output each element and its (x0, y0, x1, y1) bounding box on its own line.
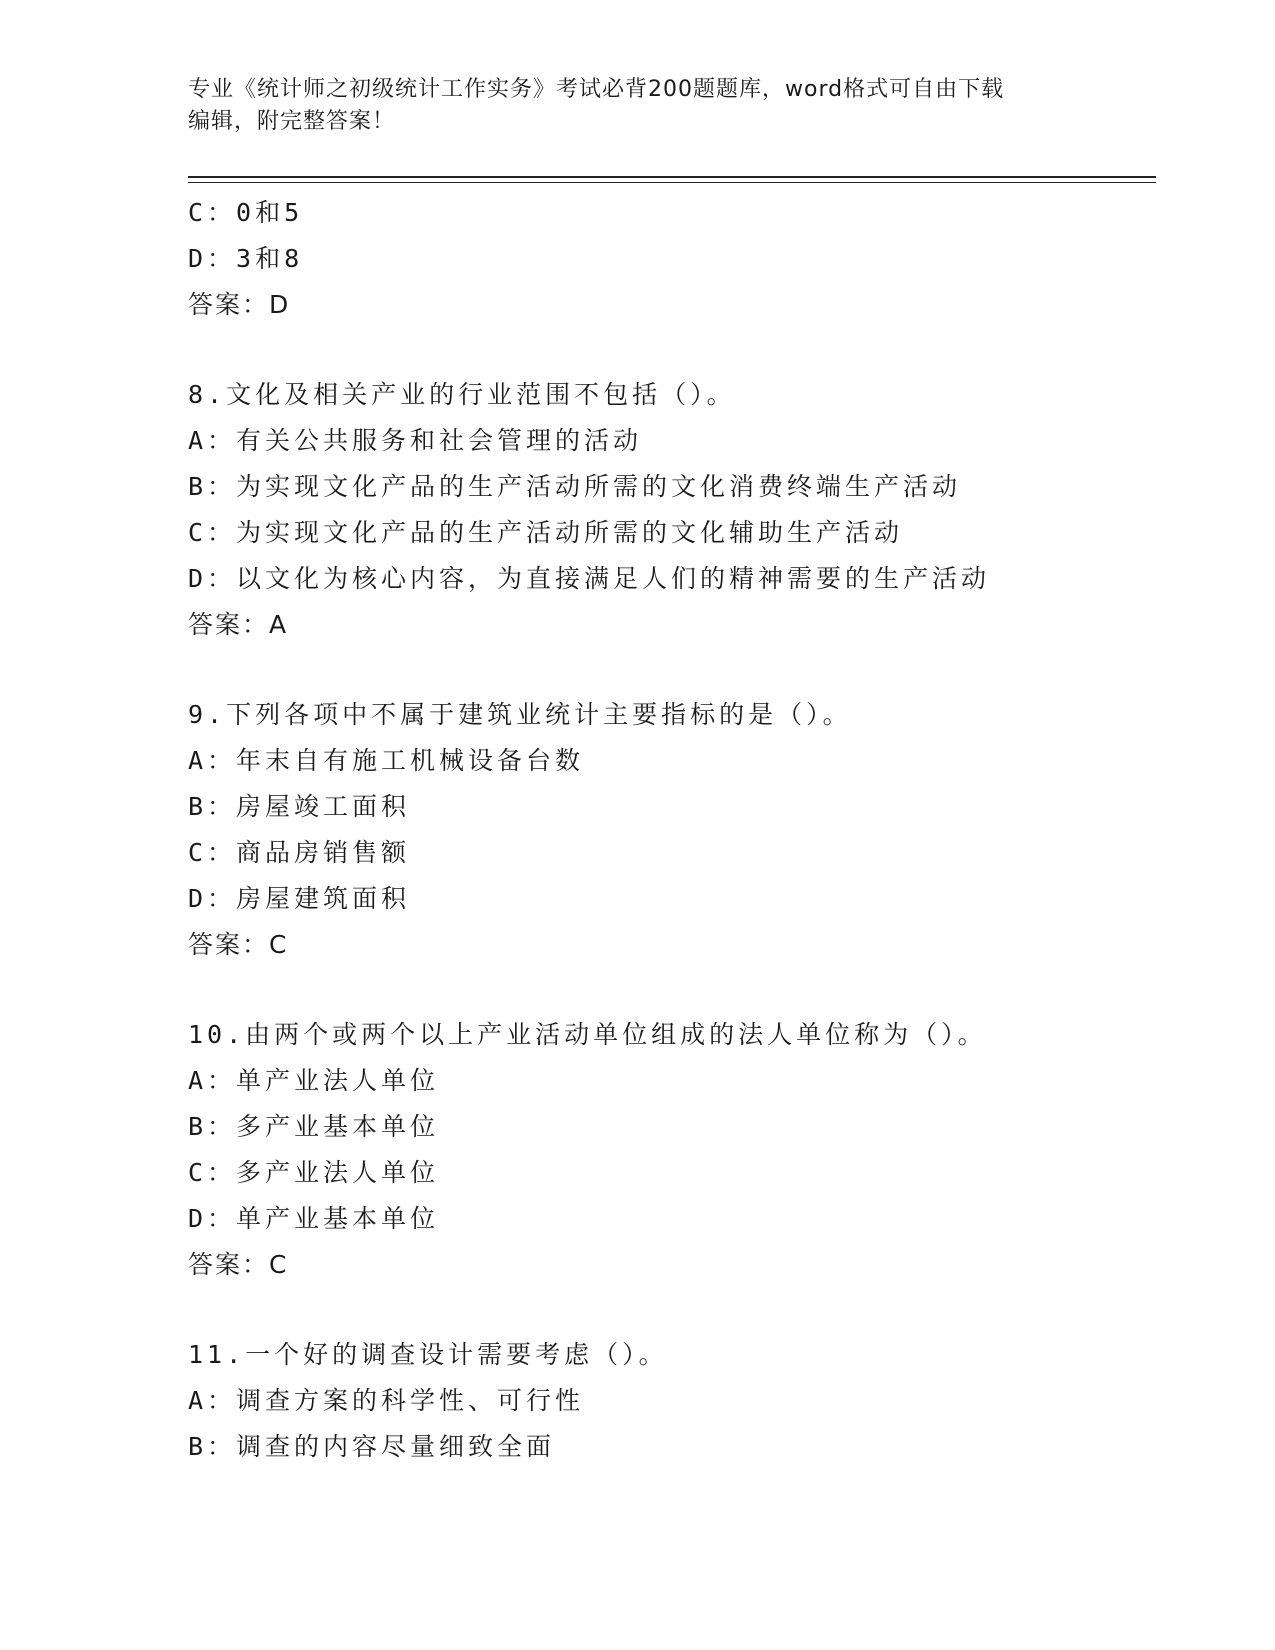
header-title-line-1: 专业《统计师之初级统计工作实务》考试必背200题题库，word格式可自由下载 (188, 77, 1005, 102)
option-a: A：调查方案的科学性、可行性 (188, 1386, 585, 1415)
option-b: B：调查的内容尽量细致全面 (188, 1432, 556, 1461)
option-c: C：为实现文化产品的生产活动所需的文化辅助生产活动 (188, 518, 904, 547)
question-stem: 11.一个好的调查设计需要考虑（）。 (188, 1340, 668, 1369)
option-c: C：多产业法人单位 (188, 1158, 440, 1187)
question-10 (188, 1012, 1148, 1288)
question-8 (188, 372, 1148, 648)
header-title-line-2: 编辑，附完整答案！ (188, 109, 396, 134)
answer-label: 答案：C (188, 930, 289, 959)
question-stem: 10.由两个或两个以上产业活动单位组成的法人单位称为（）。 (188, 1020, 987, 1049)
spacer (188, 328, 1148, 372)
option-d: D：以文化为核心内容，为直接满足人们的精神需要的生产活动 (188, 564, 991, 593)
document-header (188, 74, 1088, 138)
header-divider-thick (188, 176, 1156, 178)
spacer (188, 1288, 1148, 1332)
question-list (188, 190, 1148, 1470)
option-c: C：商品房销售额 (188, 838, 411, 867)
question-9 (188, 692, 1148, 968)
option-a: A：有关公共服务和社会管理的活动 (188, 426, 643, 455)
question-11 (188, 1332, 1148, 1470)
spacer (188, 648, 1148, 692)
option-b: B：多产业基本单位 (188, 1112, 440, 1141)
option-b: B：为实现文化产品的生产活动所需的文化消费终端生产活动 (188, 472, 962, 501)
option-c: C：0和5 (188, 198, 304, 227)
option-a: A：年末自有施工机械设备台数 (188, 746, 585, 775)
option-d: D：单产业基本单位 (188, 1204, 440, 1233)
question-stem: 8.文化及相关产业的行业范围不包括（）。 (188, 380, 736, 409)
question-7-tail (188, 190, 1148, 328)
question-stem: 9.下列各项中不属于建筑业统计主要指标的是（）。 (188, 700, 852, 729)
header-divider-thin (188, 182, 1156, 183)
option-d: D：3和8 (188, 244, 304, 273)
spacer (188, 968, 1148, 1012)
answer-label: 答案：D (188, 290, 291, 319)
option-a: A：单产业法人单位 (188, 1066, 440, 1095)
option-d: D：房屋建筑面积 (188, 884, 411, 913)
answer-label: 答案：A (188, 610, 289, 639)
answer-label: 答案：C (188, 1250, 289, 1279)
option-b: B：房屋竣工面积 (188, 792, 411, 821)
